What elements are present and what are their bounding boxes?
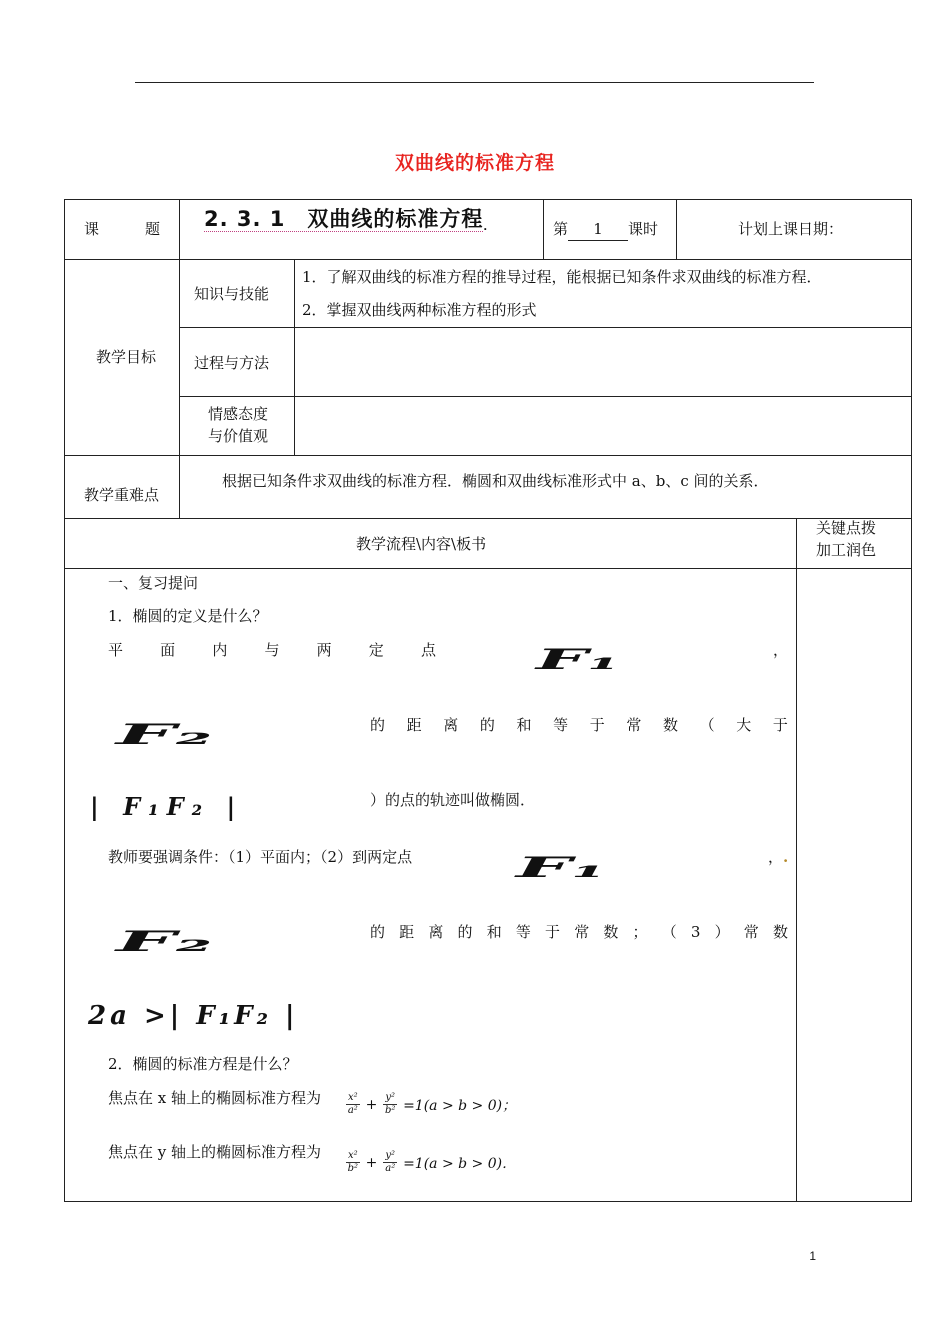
math-f1f2-abs-image: | F₁F₂ | [90,792,244,821]
fraction: $\frac{\text{x²}}{\text{b²}}$ [347,1150,359,1174]
knowledge-item: 2．掌握双曲线两种标准方程的形式 [302,301,537,319]
fraction: $\frac{\text{y²}}{\text{a²}}$ [385,1150,396,1174]
question-1: 1．椭圆的定义是什么？ [108,607,268,625]
math-f2-image: F₂ [116,718,213,751]
comma: ，. [768,848,789,866]
table-col-divider [796,518,797,1201]
lesson-title: 2. 3. 1 双曲线的标准方程. [204,207,489,233]
key-points-text: 根据已知条件求双曲线的标准方程．椭圆和双曲线标准形式中 a、b、c 间的关系． [222,472,769,490]
table-col-divider [294,259,295,455]
side-header: 关键点拨 加工润色 [816,519,877,559]
table-border-left [64,199,65,1201]
knowledge-label: 知识与技能 [194,285,270,303]
section-heading: 一、复习提问 [108,574,199,592]
definition-line-1: 平 面 内 与 两 定 点 [108,641,436,659]
key-points-label: 教学重难点 [84,486,160,504]
definition-line-3: ）的点的轨迹叫做椭圆． [370,791,536,809]
y-axis-equation-label: 焦点在 y 轴上的椭圆标准方程为 [108,1143,322,1161]
y-axis-equation: $\frac{\text{x²}}{\text{b²}}$ + $\frac{\text{y²}}{\text{a²}}$ =1(a > b > 0)． [347,1150,517,1174]
page-number: 1 [809,1249,816,1263]
table-row-divider [64,568,912,569]
table-row-divider [64,259,912,260]
definition-line-2: 的 距 离 的 和 等 于 常 数 （ 大 于 [370,716,788,734]
header-rule [135,82,814,83]
knowledge-item: 1．了解双曲线的标准方程的推导过程，能根据已知条件求双曲线的标准方程． [302,268,822,286]
fraction: $\frac{\text{y²}}{\text{b²}}$ [385,1092,396,1116]
question-2: 2．椭圆的标准方程是什么？ [108,1055,298,1073]
period-field: 第 1 课时 [553,218,658,241]
emphasis-lead: 教师要强调条件：（1）平面内；（2）到两定点 [108,848,413,866]
table-border-right [911,199,912,1201]
math-f1-image: F₁ [536,643,620,676]
math-inequality-image: 2a >| F₁F₂ | [88,1001,299,1031]
emotion-label: 情感态度 与价值观 [208,405,269,445]
flow-header: 教学流程\内容\板书 [356,535,487,553]
emphasis-line-2: 的 距 离 的 和 等 于 常 数 ； （ 3 ） 常 数 [370,923,788,941]
topic-label: 课 题 [84,220,160,238]
comma: ， [773,641,789,659]
x-axis-equation-label: 焦点在 x 轴上的椭圆标准方程为 [108,1089,321,1107]
table-row-divider [64,455,912,456]
table-col-divider [676,199,677,259]
period-number: 1 [568,218,628,241]
math-f2-image: F₂ [116,925,213,958]
plan-date-label: 计划上课日期： [738,220,844,238]
table-row-divider [64,518,912,519]
fraction: $\frac{\text{x²}}{\text{a²}}$ [347,1092,358,1116]
table-col-divider [543,199,544,259]
document-title: 双曲线的标准方程 [394,152,555,174]
table-border-bottom [64,1201,912,1202]
objectives-label: 教学目标 [96,348,157,366]
x-axis-equation: $\frac{\text{x²}}{\text{a²}}$ + $\frac{\text{y²}}{\text{b²}}$ =1(a > b > 0)； [347,1092,517,1116]
math-f1-image: F₁ [516,851,607,884]
process-label: 过程与方法 [194,354,270,372]
table-border-top [64,199,912,200]
table-row-divider [179,327,912,328]
table-col-divider [179,199,180,518]
table-row-divider [179,396,912,397]
